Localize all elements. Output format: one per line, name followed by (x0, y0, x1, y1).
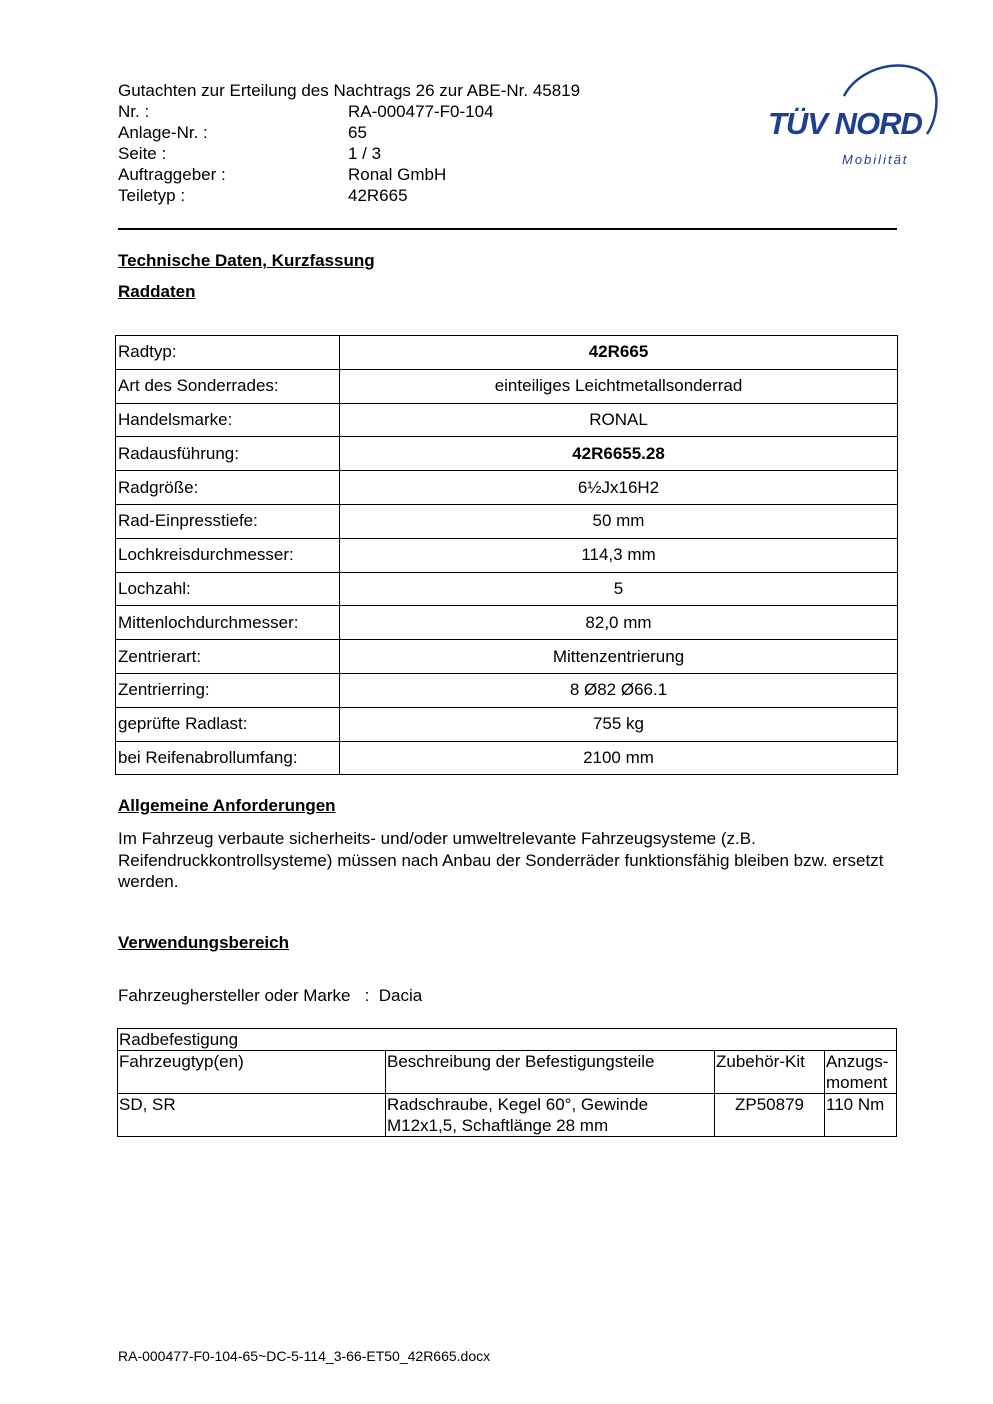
header-row (118, 101, 738, 122)
fastening-table (117, 1028, 897, 1137)
fastening-title-row (118, 1029, 897, 1051)
tuv-nord-logo (762, 56, 942, 176)
vehicle-manufacturer: Fahrzeughersteller oder Marke : Dacia (118, 986, 423, 1005)
wheel-attribute-value: 82,0 mm (340, 606, 898, 640)
table-row (116, 606, 898, 640)
table-row (116, 707, 898, 741)
wheel-attribute-value: RONAL (340, 403, 898, 437)
column-header: Fahrzeugtyp(en) (118, 1051, 386, 1094)
wheel-attribute-label: Handelsmarke: (116, 403, 340, 437)
header-key: Seite : (118, 144, 167, 163)
wheel-attribute-label: Radausführung: (116, 437, 340, 471)
section-heading-general-requirements: Allgemeine Anforderungen (118, 796, 336, 815)
table-row (116, 471, 898, 505)
table-row (116, 640, 898, 674)
wheel-attribute-label: geprüfte Radlast: (116, 707, 340, 741)
table-cell: ZP50879 (715, 1094, 825, 1137)
wheel-attribute-value: 42R665 (340, 336, 898, 370)
header-value: 65 (348, 123, 367, 142)
header-row (118, 143, 738, 164)
wheel-attribute-value: 114,3 mm (340, 538, 898, 572)
table-row (118, 1094, 897, 1137)
header-key: Teiletyp : (118, 186, 186, 205)
header-row (118, 164, 738, 185)
document-header (118, 80, 738, 206)
column-header: Anzugs- moment (825, 1051, 897, 1094)
wheel-attribute-label: bei Reifenabrollumfang: (116, 741, 340, 775)
fastening-header-row (118, 1051, 897, 1094)
wheel-attribute-label: Radtyp: (116, 336, 340, 370)
table-row (116, 336, 898, 370)
wheel-attribute-label: Radgröße: (116, 471, 340, 505)
header-key: Auftraggeber : (118, 165, 226, 184)
section-heading-technical-data: Technische Daten, Kurzfassung (118, 251, 375, 270)
section-heading-wheel-data: Raddaten (118, 282, 196, 301)
wheel-attribute-label: Mittenlochdurchmesser: (116, 606, 340, 640)
header-value: 1 / 3 (348, 144, 382, 163)
table-cell: SD, SR (118, 1094, 386, 1137)
header-value: RA-000477-F0-104 (348, 102, 494, 121)
table-row (116, 504, 898, 538)
wheel-attribute-label: Art des Sonderrades: (116, 369, 340, 403)
header-row (118, 122, 738, 143)
table-row (116, 538, 898, 572)
wheel-attribute-label: Lochkreisdurchmesser: (116, 538, 340, 572)
wheel-attribute-value: 42R6655.28 (340, 437, 898, 471)
wheel-attribute-value: Mittenzentrierung (340, 640, 898, 674)
wheel-attribute-label: Lochzahl: (116, 572, 340, 606)
header-divider (118, 228, 897, 230)
header-key: Nr. : (118, 102, 150, 121)
header-value: Ronal GmbH (348, 165, 447, 184)
wheel-data-table (115, 335, 898, 775)
table-row (116, 437, 898, 471)
wheel-attribute-value: 755 kg (340, 707, 898, 741)
general-requirements-text: Im Fahrzeug verbaute sicherheits- und/oder umweltrelevante Fahrzeugsysteme (z.B. Reifendruckkontrollsysteme) müssen nach Anbau der Sonderräder funktionsfähig bleiben bzw. ersetzt werden. (118, 829, 884, 891)
wheel-attribute-value: 5 (340, 572, 898, 606)
header-key: Anlage-Nr. : (118, 123, 208, 142)
footer-filename: RA-000477-F0-104-65~DC-5-114_3-66-ET50_42R665.docx (118, 1348, 491, 1364)
report-title: Gutachten zur Erteilung des Nachtrags 26 zur ABE-Nr. 45819 (118, 81, 581, 100)
wheel-attribute-value: 50 mm (340, 504, 898, 538)
header-row (118, 185, 738, 206)
table-cell: 110 Nm (825, 1094, 897, 1137)
wheel-attribute-value: einteiliges Leichtmetallsonderrad (340, 369, 898, 403)
fastening-title: Radbefestigung (118, 1029, 897, 1051)
wheel-attribute-label: Zentrierart: (116, 640, 340, 674)
table-row (116, 741, 898, 775)
section-heading-scope: Verwendungsbereich (118, 933, 289, 952)
table-cell: Radschraube, Kegel 60°, Gewinde M12x1,5, Schaftlänge 28 mm (386, 1094, 715, 1137)
logo-subtitle: Mobilität (842, 152, 909, 167)
wheel-attribute-label: Zentrierring: (116, 673, 340, 707)
column-header: Zubehör-Kit (715, 1051, 825, 1094)
wheel-attribute-value: 8 Ø82 Ø66.1 (340, 673, 898, 707)
wheel-attribute-label: Rad-Einpresstiefe: (116, 504, 340, 538)
table-row (116, 403, 898, 437)
table-row (116, 673, 898, 707)
wheel-attribute-value: 6½Jx16H2 (340, 471, 898, 505)
logo-name: TÜV NORD (768, 106, 922, 141)
table-row (116, 369, 898, 403)
column-header: Beschreibung der Befestigungsteile (386, 1051, 715, 1094)
wheel-attribute-value: 2100 mm (340, 741, 898, 775)
table-row (116, 572, 898, 606)
header-value: 42R665 (348, 186, 408, 205)
